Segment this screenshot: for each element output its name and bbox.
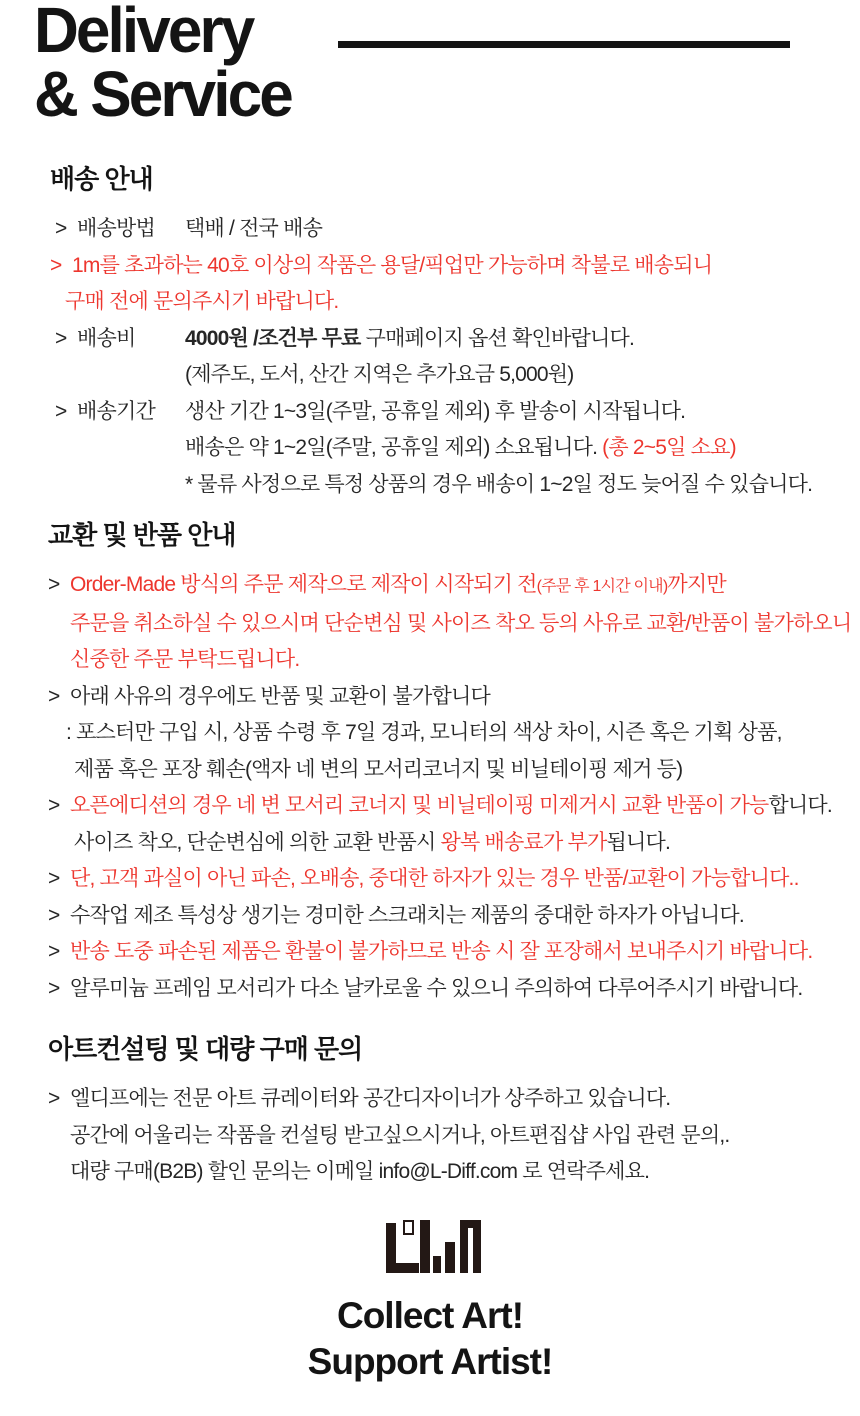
returns-defect-line — [48, 861, 852, 898]
consulting-section — [48, 1034, 852, 1191]
returns-frame-caution-line — [48, 971, 852, 1008]
bullet-chevron: > — [48, 1087, 60, 1110]
returns-cancel-line-2: 주문을 취소하실 수 있으시며 단순변심 및 사이즈 착오 등의 사유로 교환/반품이 불가하오니 — [70, 611, 852, 635]
returns-impossible-text: 아래 사유의 경우에도 반품 및 교환이 불가합니다 — [70, 684, 490, 708]
returns-cancel-text-main: Order-Made 방식의 주문 제작으로 제작이 시작되기 전 — [70, 573, 537, 596]
page-title-line-1: Delivery — [34, 0, 253, 66]
bullet-chevron: > — [48, 684, 60, 708]
returns-cancel-text — [70, 567, 726, 606]
shipping-period-line-2 — [50, 430, 852, 467]
oversize-notice-line-1 — [50, 248, 852, 285]
shipping-method-value: 택배 / 전국 배송 — [185, 217, 323, 240]
page-title-line-2: & Service — [34, 58, 291, 130]
shipping-heading: 배송 안내 — [50, 164, 153, 194]
bullet-chevron: > — [48, 903, 60, 927]
shipping-section — [50, 164, 852, 503]
consulting-line-2: 공간에 어울리는 작품을 컨설팅 받고싶으시거나, 아트편집샵 사입 관련 문의,. — [70, 1123, 730, 1147]
oversize-notice-text-1: 1m를 초과하는 40호 이상의 작품은 용달/픽업만 가능하며 착불로 배송되니 — [72, 253, 713, 277]
page-title — [34, 0, 299, 130]
shipping-period-row — [50, 394, 852, 431]
bullet-chevron: > — [48, 573, 60, 596]
shipping-method-row — [50, 211, 852, 248]
returns-impossible-cases-2: 제품 혹은 포장 훼손(액자 네 변의 모서리코너지 및 비닐테이핑 제거 등) — [74, 757, 683, 781]
returns-cancel-line-3: 신중한 주문 부탁드립니다. — [70, 648, 300, 671]
logo-l-foot-bar — [386, 1263, 419, 1273]
shipping-delay-note: * 물류 사정으로 특정 상품의 경우 배송이 1~2일 정도 늦어질 수 있습니다. — [185, 472, 813, 496]
shipping-fee-amount: 4000원 /조건부 무료 — [185, 326, 361, 350]
consulting-text-1: 엘디프에는 전문 아트 큐레이터와 공간디자이너가 상주하고 있습니다. — [70, 1087, 671, 1110]
shipping-fee-label: 배송비 — [77, 326, 136, 350]
returns-packaging-line — [48, 934, 852, 971]
bullet-chevron: > — [48, 867, 60, 890]
returns-open-edition-black: 합니다. — [768, 794, 832, 817]
returns-open-edition-line — [48, 788, 852, 825]
returns-open-edition-red: 오픈에디션의 경우 네 변 모서리 코너지 및 비닐테이핑 미제거시 교환 반품이 가능 — [70, 794, 769, 817]
returns-packaging-text: 반송 도중 파손된 제품은 환불이 불가하므로 반송 시 잘 포장해서 보내주시기 바랍니다. — [70, 940, 813, 963]
bullet-chevron: > — [48, 976, 60, 1000]
returns-cancel-text-tail: 까지만 — [667, 573, 726, 596]
returns-round-trip-fee-red: 왕복 배송료가 부가 — [440, 830, 607, 854]
shipping-fee-note: (제주도, 도서, 산간 지역은 추가요금 5,000원) — [185, 363, 574, 386]
bullet-chevron: > — [50, 253, 62, 277]
consulting-line-1 — [48, 1081, 852, 1118]
logo-medium-bar — [445, 1242, 455, 1273]
returns-open-edition-text — [70, 788, 832, 825]
bullet-chevron: > — [55, 217, 67, 240]
returns-frame-caution-text: 알루미늄 프레임 모서리가 다소 날카로울 수 있으니 주의하여 다루어주시기 바랍니다. — [70, 976, 803, 1000]
slogan-line-1: Collect Art! — [336, 1295, 524, 1336]
logo-short-bar — [433, 1256, 441, 1273]
returns-scratch-text: 수작업 제조 특성상 생기는 경미한 스크래치는 제품의 중대한 하자가 아닙니다. — [70, 903, 744, 927]
logo-pi-left-leg — [460, 1220, 468, 1273]
bullet-chevron: > — [55, 399, 67, 423]
bullet-chevron: > — [48, 794, 60, 817]
returns-scratch-line — [48, 898, 852, 935]
bullet-chevron: > — [55, 326, 67, 350]
title-divider-line — [338, 41, 790, 48]
returns-round-trip-fee-2: 됩니다. — [606, 830, 670, 854]
l-diff-logo-icon — [385, 1220, 481, 1273]
bullet-chevron: > — [48, 940, 60, 963]
returns-round-trip-fee-line — [48, 825, 852, 862]
logo-pi-right-leg — [473, 1220, 481, 1273]
returns-cancel-text-small: (주문 후 1시간 이내) — [536, 578, 668, 595]
returns-defect-text: 단, 고객 과실이 아닌 파손, 오배송, 중대한 하자가 있는 경우 반품/교환이 가능합니다.. — [70, 867, 799, 890]
shipping-period-label: 배송기간 — [77, 399, 155, 423]
shipping-fee-value — [185, 321, 634, 358]
consulting-line-3: 대량 구매(B2B) 할인 문의는 이메일 info@L-Diff.com 로 연락주세요. — [70, 1160, 650, 1183]
returns-cancel-line-1 — [48, 567, 852, 606]
shipping-fee-row — [50, 321, 852, 358]
returns-impossible-cases-1: : 포스터만 구입 시, 상품 수령 후 7일 경과, 모니터의 색상 차이, 시즌 혹은 기획 상품, — [66, 721, 782, 744]
shipping-period-total-duration: (총 2~5일 소요) — [602, 436, 736, 459]
footer-slogan — [0, 1293, 860, 1385]
shipping-fee-detail: 구매페이지 옵션 확인바랍니다. — [360, 326, 635, 350]
returns-round-trip-fee-1: 사이즈 착오, 단순변심에 의한 교환 반품시 — [74, 830, 441, 854]
consulting-heading: 아트컨설팅 및 대량 구매 문의 — [48, 1034, 363, 1064]
logo-tall-bar — [420, 1220, 430, 1273]
shipping-period-text: 배송은 약 1~2일(주말, 공휴일 제외) 소요됩니다. — [185, 436, 603, 459]
returns-impossible-line — [48, 679, 852, 716]
shipping-period-value: 생산 기간 1~3일(주말, 공휴일 제외) 후 발송이 시작됩니다. — [185, 399, 686, 423]
returns-section — [48, 520, 852, 1007]
returns-heading: 교환 및 반품 안내 — [48, 520, 236, 550]
oversize-notice-line-2: 구매 전에 문의주시기 바랍니다. — [65, 290, 339, 313]
slogan-line-2: Support Artist! — [307, 1341, 553, 1382]
shipping-method-label: 배송방법 — [77, 217, 155, 240]
logo-hollow-square — [403, 1220, 414, 1235]
